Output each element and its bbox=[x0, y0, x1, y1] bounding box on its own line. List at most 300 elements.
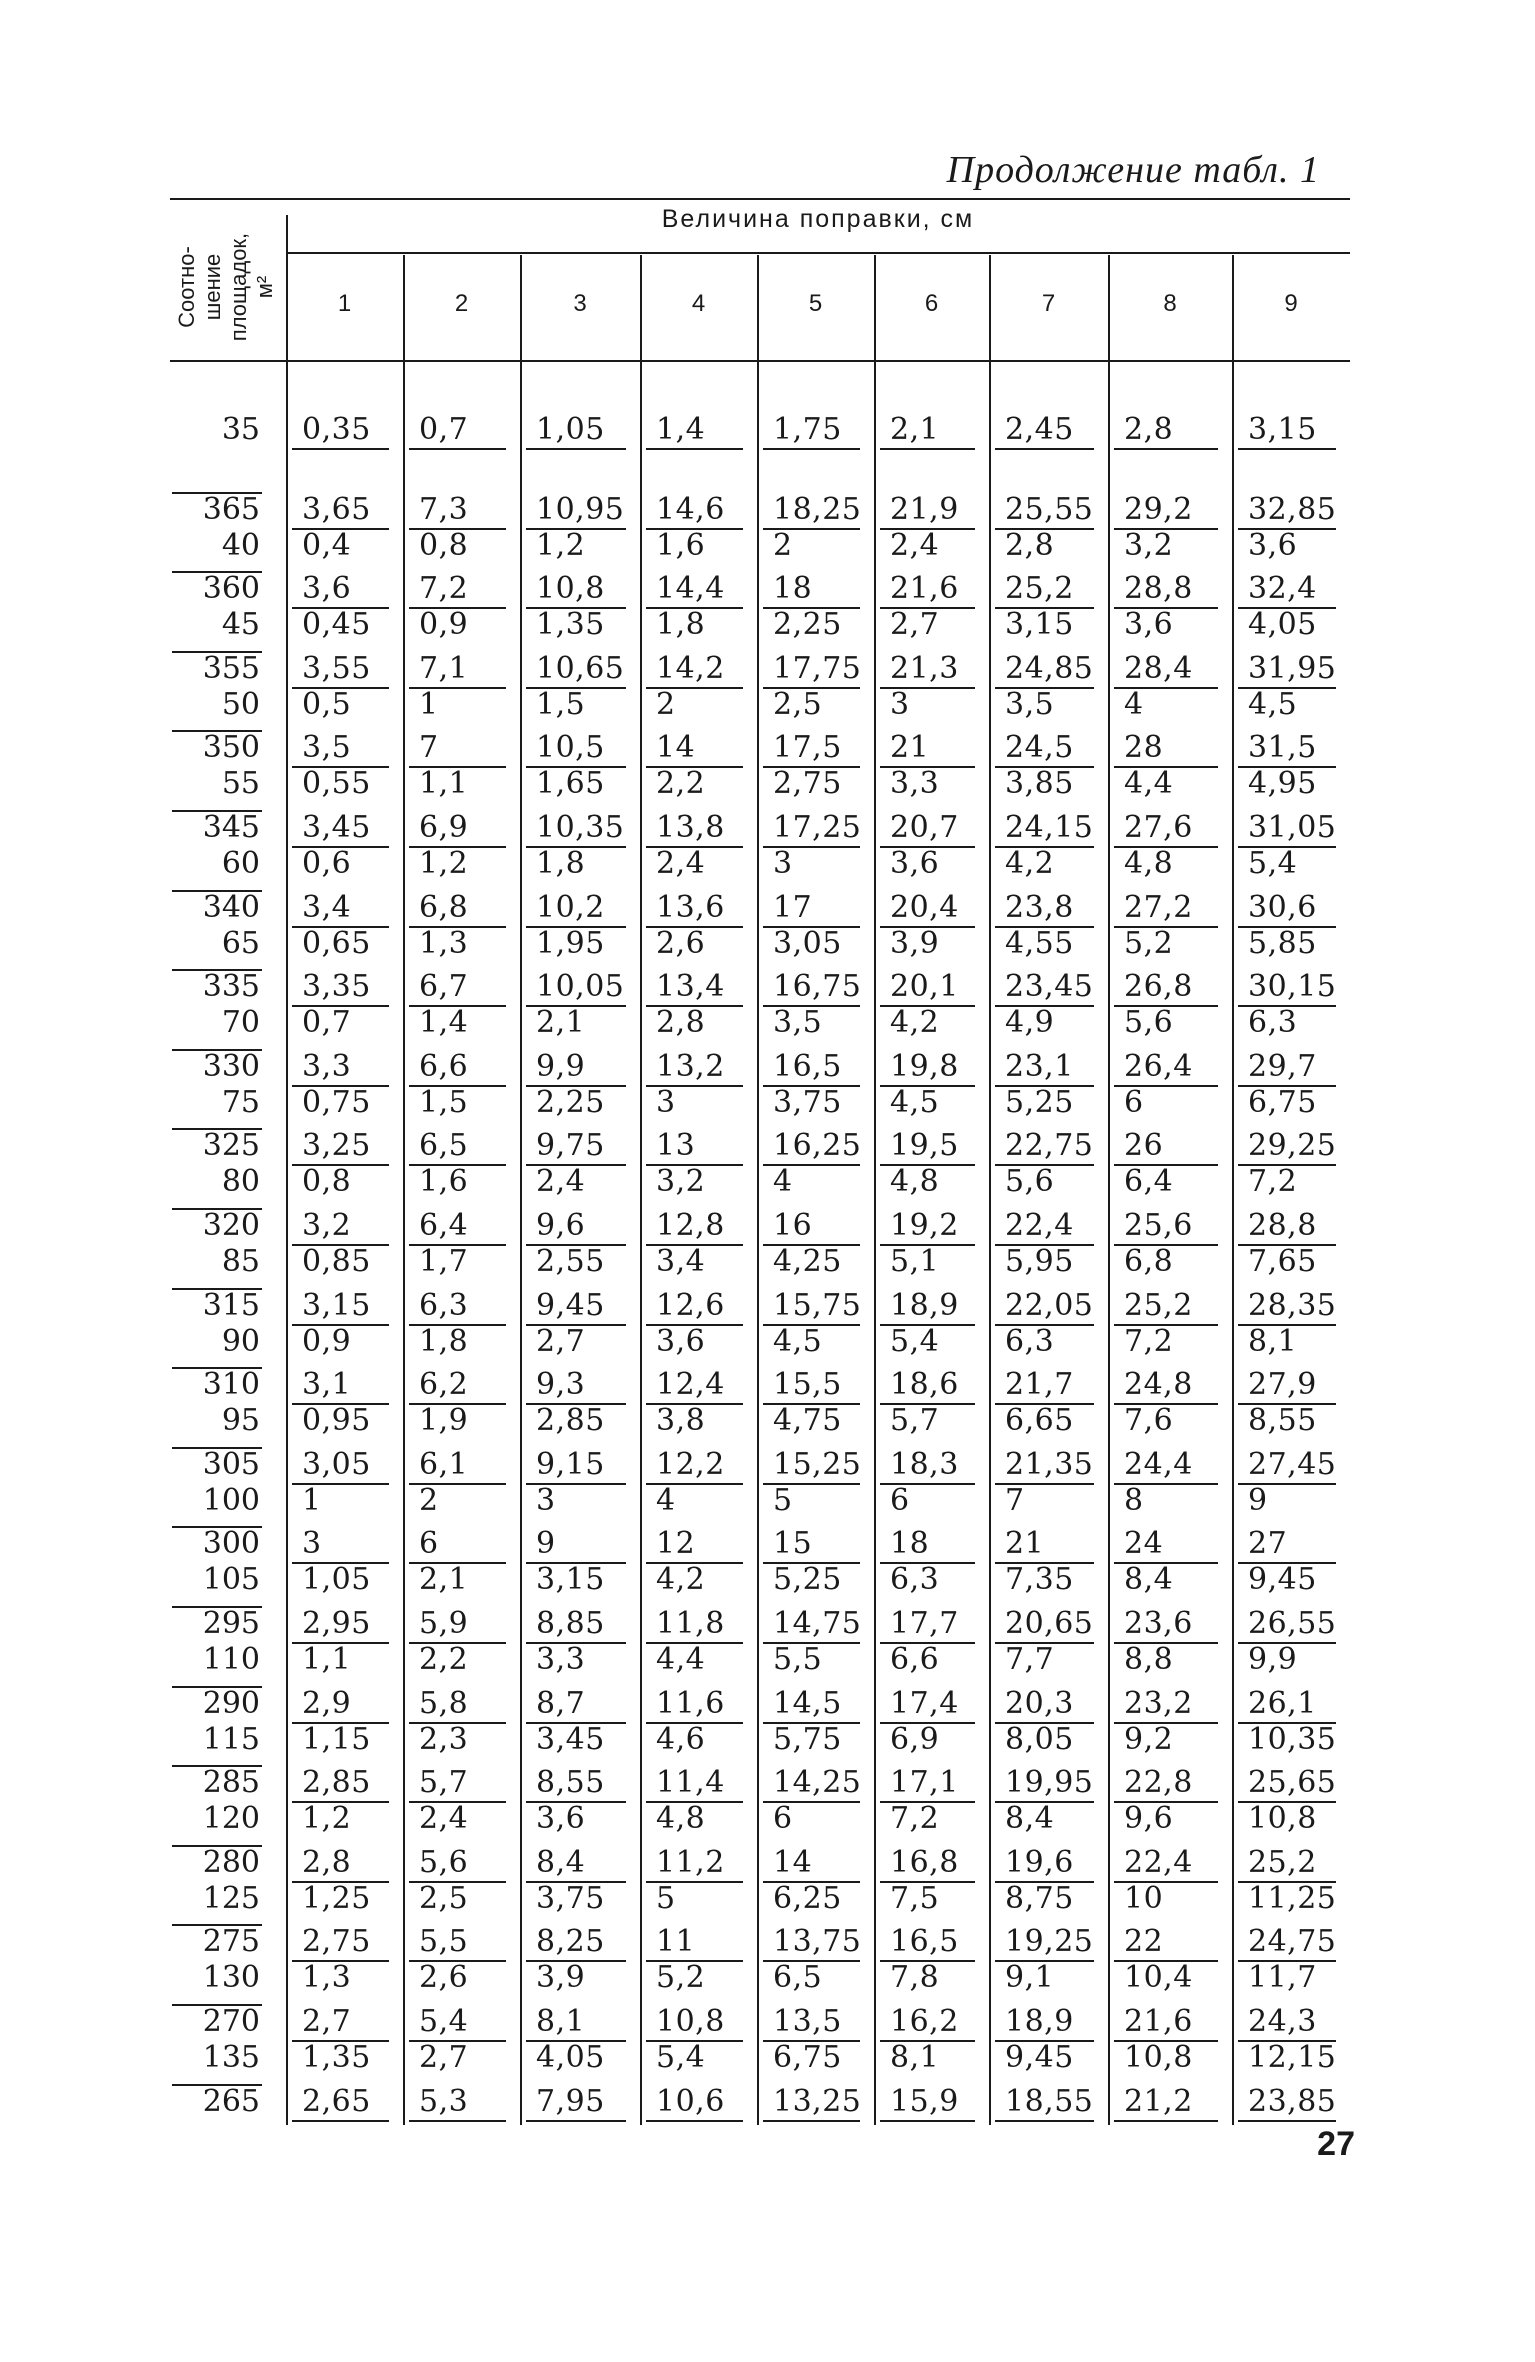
cell-value: 17,75 bbox=[773, 650, 862, 686]
cell-rule bbox=[646, 1085, 743, 1087]
cell-value: 21,2 bbox=[1124, 2083, 1193, 2119]
ratio-top: 280 bbox=[202, 1844, 260, 1880]
cell-value: 2,45 bbox=[1005, 412, 1074, 447]
cell-value: 16 bbox=[773, 1208, 813, 1243]
cell-value: 8,4 bbox=[1005, 1801, 1055, 1837]
cell-value: 26,8 bbox=[1124, 969, 1193, 1005]
cell-rule bbox=[526, 2040, 626, 2042]
cell-value: 2 bbox=[656, 686, 676, 722]
cell-value: 28,8 bbox=[1124, 571, 1193, 607]
cell-value: 9,1 bbox=[1005, 1960, 1055, 1996]
cell-rule bbox=[409, 766, 506, 768]
cell-value: 3,9 bbox=[536, 1960, 586, 1996]
ratio-rule bbox=[172, 890, 262, 892]
cell-value: 10,8 bbox=[1124, 2040, 1193, 2075]
cell-rule bbox=[1114, 607, 1218, 609]
cell-value: 0,8 bbox=[302, 1164, 352, 1200]
cell-rule bbox=[763, 607, 860, 609]
cell-value: 31,95 bbox=[1248, 650, 1337, 686]
cell-rule bbox=[763, 1642, 860, 1644]
cell-value: 0,85 bbox=[302, 1244, 371, 1279]
cell-rule bbox=[292, 2120, 389, 2122]
cell-value: 13,5 bbox=[773, 2004, 842, 2039]
cell-value: 17,7 bbox=[890, 1606, 959, 1641]
ratio-top: 290 bbox=[202, 1685, 260, 1721]
cell-value: 8 bbox=[1124, 1482, 1144, 1518]
cell-rule bbox=[292, 1801, 389, 1803]
cell-rule bbox=[1238, 1085, 1336, 1087]
cell-value: 7,2 bbox=[419, 571, 469, 607]
cell-value: 1,1 bbox=[302, 1642, 352, 1677]
cell-value: 25,55 bbox=[1005, 491, 1094, 527]
cell-rule bbox=[292, 846, 389, 848]
ratio-bottom: 50 bbox=[221, 686, 260, 722]
cell-rule bbox=[646, 766, 743, 768]
cell-value: 17,25 bbox=[773, 810, 862, 845]
cell-value: 3,55 bbox=[302, 650, 371, 686]
cell-value: 5,4 bbox=[419, 2004, 469, 2039]
cell-rule bbox=[1114, 1801, 1218, 1803]
cell-value: 9,45 bbox=[536, 1287, 605, 1323]
cell-rule bbox=[646, 1403, 743, 1405]
cell-value: 8,4 bbox=[1124, 1562, 1174, 1598]
cell-value: 9,9 bbox=[1248, 1642, 1298, 1677]
cell-value: 27,6 bbox=[1124, 810, 1193, 845]
cell-value: 9 bbox=[1248, 1482, 1268, 1518]
cell-value: 6,6 bbox=[890, 1642, 940, 1677]
cell-value: 3,8 bbox=[656, 1403, 706, 1439]
cell-value: 15,9 bbox=[890, 2083, 959, 2119]
cell-rule bbox=[526, 1722, 626, 1724]
cell-value: 1,35 bbox=[302, 2040, 371, 2075]
cell-value: 8,1 bbox=[536, 2004, 586, 2039]
cell-value: 21,6 bbox=[1124, 2004, 1193, 2039]
cell-rule bbox=[646, 846, 743, 848]
cell-value: 3,5 bbox=[1005, 686, 1055, 722]
cell-value: 1 bbox=[419, 686, 439, 722]
cell-rule bbox=[646, 528, 743, 530]
column-divider-8 bbox=[1232, 255, 1234, 2125]
cell-value: 0,6 bbox=[302, 846, 352, 881]
cell-value: 4,2 bbox=[656, 1562, 706, 1598]
ratio-top: 270 bbox=[202, 2004, 260, 2039]
cell-value: 2,1 bbox=[536, 1005, 586, 1041]
cell-rule bbox=[1238, 846, 1336, 848]
cell-value: 8,4 bbox=[536, 1844, 586, 1880]
ratio-rule bbox=[172, 1686, 262, 1688]
cell-rule bbox=[995, 766, 1094, 768]
cell-value: 3,45 bbox=[302, 810, 371, 845]
ratio-rule bbox=[172, 1288, 262, 1290]
header-bottom-rule bbox=[170, 360, 1350, 362]
ratio-top: 275 bbox=[202, 1924, 260, 1960]
cell-rule bbox=[995, 1642, 1094, 1644]
cell-value: 5,7 bbox=[419, 1765, 469, 1801]
ratio-column-header-label: Соотно- шение площадок, м² bbox=[174, 232, 277, 342]
cell-value: 3,6 bbox=[656, 1323, 706, 1359]
cell-rule bbox=[646, 448, 743, 450]
cell-rule bbox=[995, 1881, 1094, 1883]
cell-rule bbox=[880, 2040, 975, 2042]
cell-value: 24 bbox=[1124, 1526, 1164, 1562]
column-header-4: 4 bbox=[691, 290, 706, 317]
column-divider-2 bbox=[520, 255, 522, 2125]
ratio-top: 315 bbox=[202, 1287, 260, 1323]
cell-value: 30,6 bbox=[1248, 889, 1317, 925]
cell-value: 3,15 bbox=[536, 1562, 605, 1598]
cell-rule bbox=[880, 448, 975, 450]
ratio-bottom: 60 bbox=[221, 846, 260, 881]
cell-rule bbox=[526, 926, 626, 928]
cell-rule bbox=[763, 1881, 860, 1883]
cell-rule bbox=[646, 1005, 743, 1007]
cell-rule bbox=[1238, 766, 1336, 768]
column-divider-0 bbox=[286, 215, 288, 2125]
cell-rule bbox=[1238, 1324, 1336, 1326]
cell-value: 13 bbox=[656, 1128, 696, 1164]
cell-value: 0,35 bbox=[302, 412, 371, 447]
cell-rule bbox=[1114, 846, 1218, 848]
cell-rule bbox=[409, 1244, 506, 1246]
cell-value: 1,65 bbox=[536, 766, 605, 802]
cell-value: 29,2 bbox=[1124, 491, 1193, 527]
cell-value: 21,7 bbox=[1005, 1367, 1074, 1403]
column-header-7: 7 bbox=[1041, 290, 1056, 317]
ratio-rule bbox=[172, 2004, 262, 2006]
cell-rule bbox=[409, 1324, 506, 1326]
cell-value: 18 bbox=[773, 571, 813, 607]
cell-value: 8,55 bbox=[536, 1765, 605, 1801]
cell-value: 4,5 bbox=[1248, 686, 1298, 722]
cell-value: 31,5 bbox=[1248, 730, 1317, 766]
cell-value: 4,6 bbox=[656, 1721, 706, 1757]
cell-value: 24,5 bbox=[1005, 730, 1074, 766]
cell-value: 19,5 bbox=[890, 1128, 959, 1164]
cell-value: 6,9 bbox=[890, 1721, 940, 1757]
column-header-6: 6 bbox=[924, 290, 939, 317]
cell-value: 18,55 bbox=[1005, 2083, 1094, 2119]
cell-value: 17,4 bbox=[890, 1685, 959, 1721]
cell-rule bbox=[292, 1483, 389, 1485]
cell-value: 2 bbox=[773, 527, 793, 563]
cell-rule bbox=[1238, 2040, 1336, 2042]
ratio-top: 295 bbox=[202, 1606, 260, 1641]
cell-rule bbox=[763, 687, 860, 689]
cell-value: 4,8 bbox=[656, 1801, 706, 1837]
ratio-top: 300 bbox=[202, 1526, 260, 1562]
cell-rule bbox=[1114, 2040, 1218, 2042]
cell-rule bbox=[1114, 1642, 1218, 1644]
cell-value: 18,9 bbox=[1005, 2004, 1074, 2039]
cell-value: 3,15 bbox=[1005, 607, 1074, 643]
cell-value: 9,6 bbox=[536, 1208, 586, 1243]
cell-value: 4,2 bbox=[1005, 846, 1055, 881]
cell-value: 2,75 bbox=[773, 766, 842, 802]
cell-rule bbox=[526, 1005, 626, 1007]
cell-value: 14,4 bbox=[656, 571, 725, 607]
cell-value: 2,95 bbox=[302, 1606, 371, 1641]
cell-value: 3,6 bbox=[1124, 607, 1174, 643]
cell-value: 14 bbox=[656, 730, 696, 766]
cell-value: 1,8 bbox=[656, 607, 706, 643]
cell-value: 1,3 bbox=[302, 1960, 352, 1996]
cell-value: 2,4 bbox=[419, 1801, 469, 1837]
cell-value: 2,6 bbox=[656, 925, 706, 961]
cell-value: 4,95 bbox=[1248, 766, 1317, 802]
cell-value: 4,75 bbox=[773, 1403, 842, 1439]
cell-value: 4,8 bbox=[1124, 846, 1174, 881]
cell-rule bbox=[995, 528, 1094, 530]
cell-value: 21,9 bbox=[890, 491, 959, 527]
cell-value: 11,7 bbox=[1248, 1960, 1317, 1996]
cell-value: 3 bbox=[773, 846, 793, 881]
cell-rule bbox=[646, 607, 743, 609]
cell-value: 1,4 bbox=[419, 1005, 469, 1041]
cell-value: 2,8 bbox=[656, 1005, 706, 1041]
cell-value: 3 bbox=[656, 1084, 676, 1120]
cell-value: 26,1 bbox=[1248, 1685, 1317, 1721]
cell-value: 1,2 bbox=[536, 527, 586, 563]
column-divider-1 bbox=[403, 255, 405, 2125]
cell-value: 5,1 bbox=[890, 1244, 940, 1279]
cell-rule bbox=[292, 766, 389, 768]
cell-value: 25,2 bbox=[1124, 1287, 1193, 1323]
cell-value: 18,6 bbox=[890, 1367, 959, 1403]
ratio-top: 365 bbox=[202, 491, 260, 527]
cell-value: 1,75 bbox=[773, 412, 842, 447]
cell-rule bbox=[409, 2120, 506, 2122]
ratio-column-header bbox=[166, 212, 286, 362]
cell-value: 3,3 bbox=[302, 1048, 352, 1084]
cell-value: 9,75 bbox=[536, 1128, 605, 1164]
cell-value: 10,8 bbox=[536, 571, 605, 607]
cell-rule bbox=[1114, 1005, 1218, 1007]
cell-value: 29,25 bbox=[1248, 1128, 1337, 1164]
cell-rule bbox=[526, 766, 626, 768]
cell-rule bbox=[763, 1483, 860, 1485]
cell-value: 2,25 bbox=[536, 1084, 605, 1120]
cell-rule bbox=[995, 687, 1094, 689]
cell-value: 24,3 bbox=[1248, 2004, 1317, 2039]
cell-value: 5,4 bbox=[656, 2040, 706, 2075]
cell-value: 24,75 bbox=[1248, 1924, 1337, 1960]
cell-value: 21 bbox=[1005, 1526, 1045, 1562]
cell-rule bbox=[880, 1722, 975, 1724]
cell-value: 6 bbox=[1124, 1084, 1144, 1120]
ratio-rule bbox=[172, 810, 262, 812]
cell-rule bbox=[526, 1801, 626, 1803]
cell-value: 16,5 bbox=[890, 1924, 959, 1960]
cell-value: 12 bbox=[656, 1526, 696, 1562]
column-divider-3 bbox=[640, 255, 642, 2125]
cell-value: 4 bbox=[656, 1482, 676, 1518]
ratio-rule bbox=[172, 1367, 262, 1369]
cell-value: 0,45 bbox=[302, 607, 371, 643]
cell-value: 21,35 bbox=[1005, 1446, 1094, 1482]
cell-value: 16,5 bbox=[773, 1048, 842, 1084]
cell-value: 14 bbox=[773, 1844, 813, 1880]
cell-rule bbox=[1238, 528, 1336, 530]
cell-rule bbox=[1238, 1403, 1336, 1405]
ratio-bottom: 105 bbox=[202, 1562, 260, 1598]
cell-rule bbox=[763, 1085, 860, 1087]
table-caption: Продолжение табл. 1 bbox=[946, 149, 1320, 191]
cell-rule bbox=[763, 1562, 860, 1564]
cell-value: 0,65 bbox=[302, 925, 371, 961]
cell-rule bbox=[409, 1164, 506, 1166]
column-header-8: 8 bbox=[1163, 290, 1177, 317]
cell-value: 3,05 bbox=[302, 1446, 371, 1482]
ratio-rule bbox=[172, 1049, 262, 1051]
cell-value: 3,4 bbox=[302, 889, 352, 925]
cell-rule bbox=[292, 1085, 389, 1087]
cell-value: 4 bbox=[1124, 686, 1144, 722]
cell-value: 23,45 bbox=[1005, 969, 1094, 1005]
cell-value: 3,3 bbox=[536, 1642, 586, 1677]
cell-value: 21 bbox=[890, 730, 930, 766]
cell-value: 5,6 bbox=[1124, 1005, 1174, 1041]
ratio-top: 35 bbox=[221, 412, 260, 447]
ratio-bottom: 120 bbox=[202, 1801, 260, 1837]
cell-value: 1,4 bbox=[656, 412, 706, 447]
ratio-rule bbox=[172, 969, 262, 971]
cell-value: 11 bbox=[656, 1924, 696, 1960]
cell-value: 6,3 bbox=[419, 1287, 469, 1323]
cell-value: 9 bbox=[536, 1526, 556, 1562]
column-divider-6 bbox=[989, 255, 991, 2125]
cell-rule bbox=[292, 687, 389, 689]
cell-value: 7,65 bbox=[1248, 1244, 1317, 1279]
cell-rule bbox=[409, 846, 506, 848]
cell-value: 4,05 bbox=[1248, 607, 1317, 643]
cell-value: 1,5 bbox=[536, 686, 586, 722]
cell-value: 28 bbox=[1124, 730, 1164, 766]
cell-value: 7,2 bbox=[1124, 1323, 1174, 1359]
cell-rule bbox=[292, 1403, 389, 1405]
cell-value: 6 bbox=[419, 1526, 439, 1562]
cell-value: 25,2 bbox=[1005, 571, 1074, 607]
ratio-rule bbox=[172, 571, 262, 573]
cell-rule bbox=[995, 1324, 1094, 1326]
cell-value: 7,95 bbox=[536, 2083, 605, 2119]
cell-rule bbox=[526, 1164, 626, 1166]
cell-value: 8,05 bbox=[1005, 1721, 1074, 1757]
cell-rule bbox=[526, 1960, 626, 1962]
cell-value: 6,3 bbox=[890, 1562, 940, 1598]
cell-rule bbox=[646, 687, 743, 689]
cell-rule bbox=[995, 1403, 1094, 1405]
cell-value: 4,4 bbox=[656, 1642, 706, 1677]
cell-rule bbox=[1238, 1881, 1336, 1883]
ratio-top: 340 bbox=[202, 889, 260, 925]
cell-value: 11,6 bbox=[656, 1685, 725, 1721]
cell-value: 2,25 bbox=[773, 607, 842, 643]
cell-rule bbox=[409, 1881, 506, 1883]
cell-value: 7,2 bbox=[890, 1801, 940, 1837]
cell-rule bbox=[292, 2040, 389, 2042]
cell-rule bbox=[526, 1403, 626, 1405]
cell-rule bbox=[995, 2040, 1094, 2042]
cell-rule bbox=[292, 1324, 389, 1326]
cell-rule bbox=[880, 2120, 975, 2122]
cell-value: 1,2 bbox=[419, 846, 469, 881]
cell-value: 12,4 bbox=[656, 1367, 725, 1403]
cell-value: 0,9 bbox=[302, 1323, 352, 1359]
cell-value: 3 bbox=[890, 686, 910, 722]
cell-rule bbox=[1238, 2120, 1336, 2122]
cell-value: 2,5 bbox=[419, 1880, 469, 1916]
cell-value: 21,6 bbox=[890, 571, 959, 607]
cell-rule bbox=[763, 846, 860, 848]
cell-value: 5,2 bbox=[656, 1960, 706, 1996]
cell-value: 2,55 bbox=[536, 1244, 605, 1279]
cell-value: 9,6 bbox=[1124, 1801, 1174, 1837]
cell-value: 1,8 bbox=[419, 1323, 469, 1359]
cell-value: 8,1 bbox=[1248, 1323, 1298, 1359]
cell-value: 24,8 bbox=[1124, 1367, 1193, 1403]
cell-value: 2 bbox=[419, 1482, 439, 1518]
cell-rule bbox=[292, 1960, 389, 1962]
cell-rule bbox=[880, 1642, 975, 1644]
cell-value: 28,4 bbox=[1124, 650, 1193, 686]
ratio-rule bbox=[172, 492, 262, 494]
cell-value: 3,75 bbox=[536, 1880, 605, 1916]
cell-value: 6,65 bbox=[1005, 1403, 1074, 1439]
cell-value: 4,2 bbox=[890, 1005, 940, 1041]
cell-value: 2,5 bbox=[773, 686, 823, 722]
cell-rule bbox=[995, 1244, 1094, 1246]
cell-value: 2,8 bbox=[1124, 412, 1174, 447]
cell-rule bbox=[763, 1960, 860, 1962]
ratio-bottom: 130 bbox=[202, 1960, 260, 1996]
cell-rule bbox=[1238, 1642, 1336, 1644]
cell-rule bbox=[1238, 1960, 1336, 1962]
ratio-bottom: 100 bbox=[202, 1482, 260, 1518]
column-divider-7 bbox=[1108, 255, 1110, 2125]
cell-value: 10,2 bbox=[536, 889, 605, 925]
cell-value: 0,9 bbox=[419, 607, 469, 643]
cell-value: 5,95 bbox=[1005, 1244, 1074, 1279]
cell-rule bbox=[292, 1881, 389, 1883]
cell-rule bbox=[526, 846, 626, 848]
cell-value: 5,5 bbox=[419, 1924, 469, 1960]
cell-value: 6,75 bbox=[773, 2040, 842, 2075]
cell-value: 27,9 bbox=[1248, 1367, 1317, 1403]
ratio-top: 285 bbox=[202, 1765, 260, 1801]
cell-rule bbox=[526, 2120, 626, 2122]
ratio-bottom: 115 bbox=[202, 1721, 260, 1757]
header-sub-rule bbox=[286, 252, 1350, 254]
cell-value: 5,3 bbox=[419, 2083, 469, 2119]
cell-rule bbox=[409, 1005, 506, 1007]
cell-rule bbox=[1238, 926, 1336, 928]
cell-value: 4,55 bbox=[1005, 925, 1074, 961]
cell-value: 2,2 bbox=[656, 766, 706, 802]
cell-value: 2,4 bbox=[656, 846, 706, 881]
cell-rule bbox=[1114, 687, 1218, 689]
cell-rule bbox=[646, 926, 743, 928]
ratio-rule bbox=[172, 1208, 262, 1210]
cell-rule bbox=[1238, 607, 1336, 609]
cell-value: 3,6 bbox=[1248, 527, 1298, 563]
cell-value: 9,3 bbox=[536, 1367, 586, 1403]
cell-value: 5,25 bbox=[773, 1562, 842, 1598]
cell-rule bbox=[1238, 1483, 1336, 1485]
cell-value: 2,6 bbox=[419, 1960, 469, 1996]
cell-rule bbox=[646, 1642, 743, 1644]
cell-value: 27,2 bbox=[1124, 889, 1193, 925]
cell-value: 12,8 bbox=[656, 1208, 725, 1243]
